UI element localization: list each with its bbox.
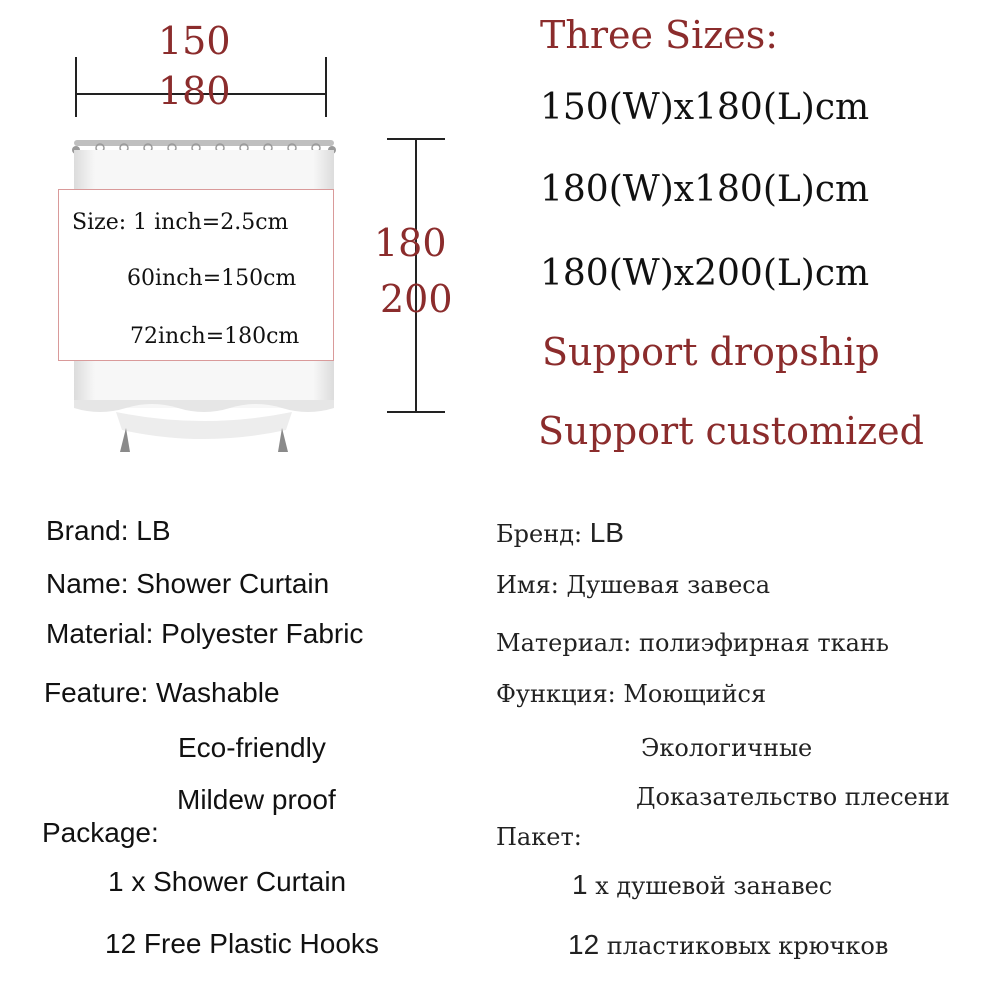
en-package-hooks: 12 Free Plastic Hooks bbox=[105, 928, 379, 959]
ru-feature: Функция: Моющийся bbox=[496, 680, 767, 708]
en-feature-mildew: Mildew proof bbox=[177, 784, 336, 815]
ru-package-curtain-text: х душевой занавес bbox=[595, 872, 833, 900]
ru-package: Пакет: bbox=[496, 823, 582, 851]
en-package-curtain: 1 x Shower Curtain bbox=[108, 866, 347, 897]
ru-feature-eco: Экологичные bbox=[641, 734, 813, 762]
ru-package-hooks-count: 12 bbox=[568, 929, 600, 960]
ru-feature-mildew: Доказательство плесени bbox=[636, 783, 950, 811]
ru-package-curtain bbox=[572, 871, 832, 899]
width-label-150: 150 bbox=[158, 19, 231, 63]
ru-package-curtain-count: 1 bbox=[572, 869, 588, 900]
ru-brand bbox=[496, 519, 624, 547]
en-name: Name: Shower Curtain bbox=[46, 568, 330, 599]
ru-brand-label: Бренд: bbox=[496, 520, 583, 548]
conversion-line-2: 60inch=150cm bbox=[127, 266, 297, 291]
height-bottom-tick bbox=[387, 411, 445, 413]
conversion-line-1: Size: 1 inch=2.5cm bbox=[72, 210, 289, 235]
ru-material: Материал: полиэфирная ткань bbox=[496, 629, 889, 657]
size-option-2: 180(W)x180(L)cm bbox=[540, 169, 870, 210]
support-dropship: Support dropship bbox=[542, 330, 880, 374]
ru-brand-value: LB bbox=[589, 517, 624, 548]
ru-name: Имя: Душевая завеса bbox=[496, 571, 771, 599]
width-right-tick bbox=[325, 57, 327, 117]
en-material: Material: Polyester Fabric bbox=[46, 618, 364, 649]
en-feature-eco: Eco-friendly bbox=[178, 732, 326, 763]
support-customized: Support customized bbox=[538, 409, 924, 453]
size-option-1: 150(W)x180(L)cm bbox=[540, 87, 870, 128]
en-feature: Feature: Washable bbox=[44, 677, 280, 708]
height-dimension-line bbox=[415, 138, 417, 412]
ru-package-hooks bbox=[568, 931, 888, 959]
height-top-tick bbox=[387, 138, 445, 140]
width-left-tick bbox=[75, 57, 77, 117]
height-label-200: 200 bbox=[380, 277, 453, 321]
en-package: Package: bbox=[42, 817, 159, 848]
width-label-180: 180 bbox=[158, 69, 231, 113]
height-label-180: 180 bbox=[374, 221, 447, 265]
en-brand: Brand: LB bbox=[46, 515, 171, 546]
sizes-title: Three Sizes: bbox=[540, 13, 779, 57]
ru-package-hooks-text: пластиковых крючков bbox=[606, 932, 889, 960]
size-option-3: 180(W)x200(L)cm bbox=[540, 253, 870, 294]
conversion-line-3: 72inch=180cm bbox=[130, 324, 300, 349]
